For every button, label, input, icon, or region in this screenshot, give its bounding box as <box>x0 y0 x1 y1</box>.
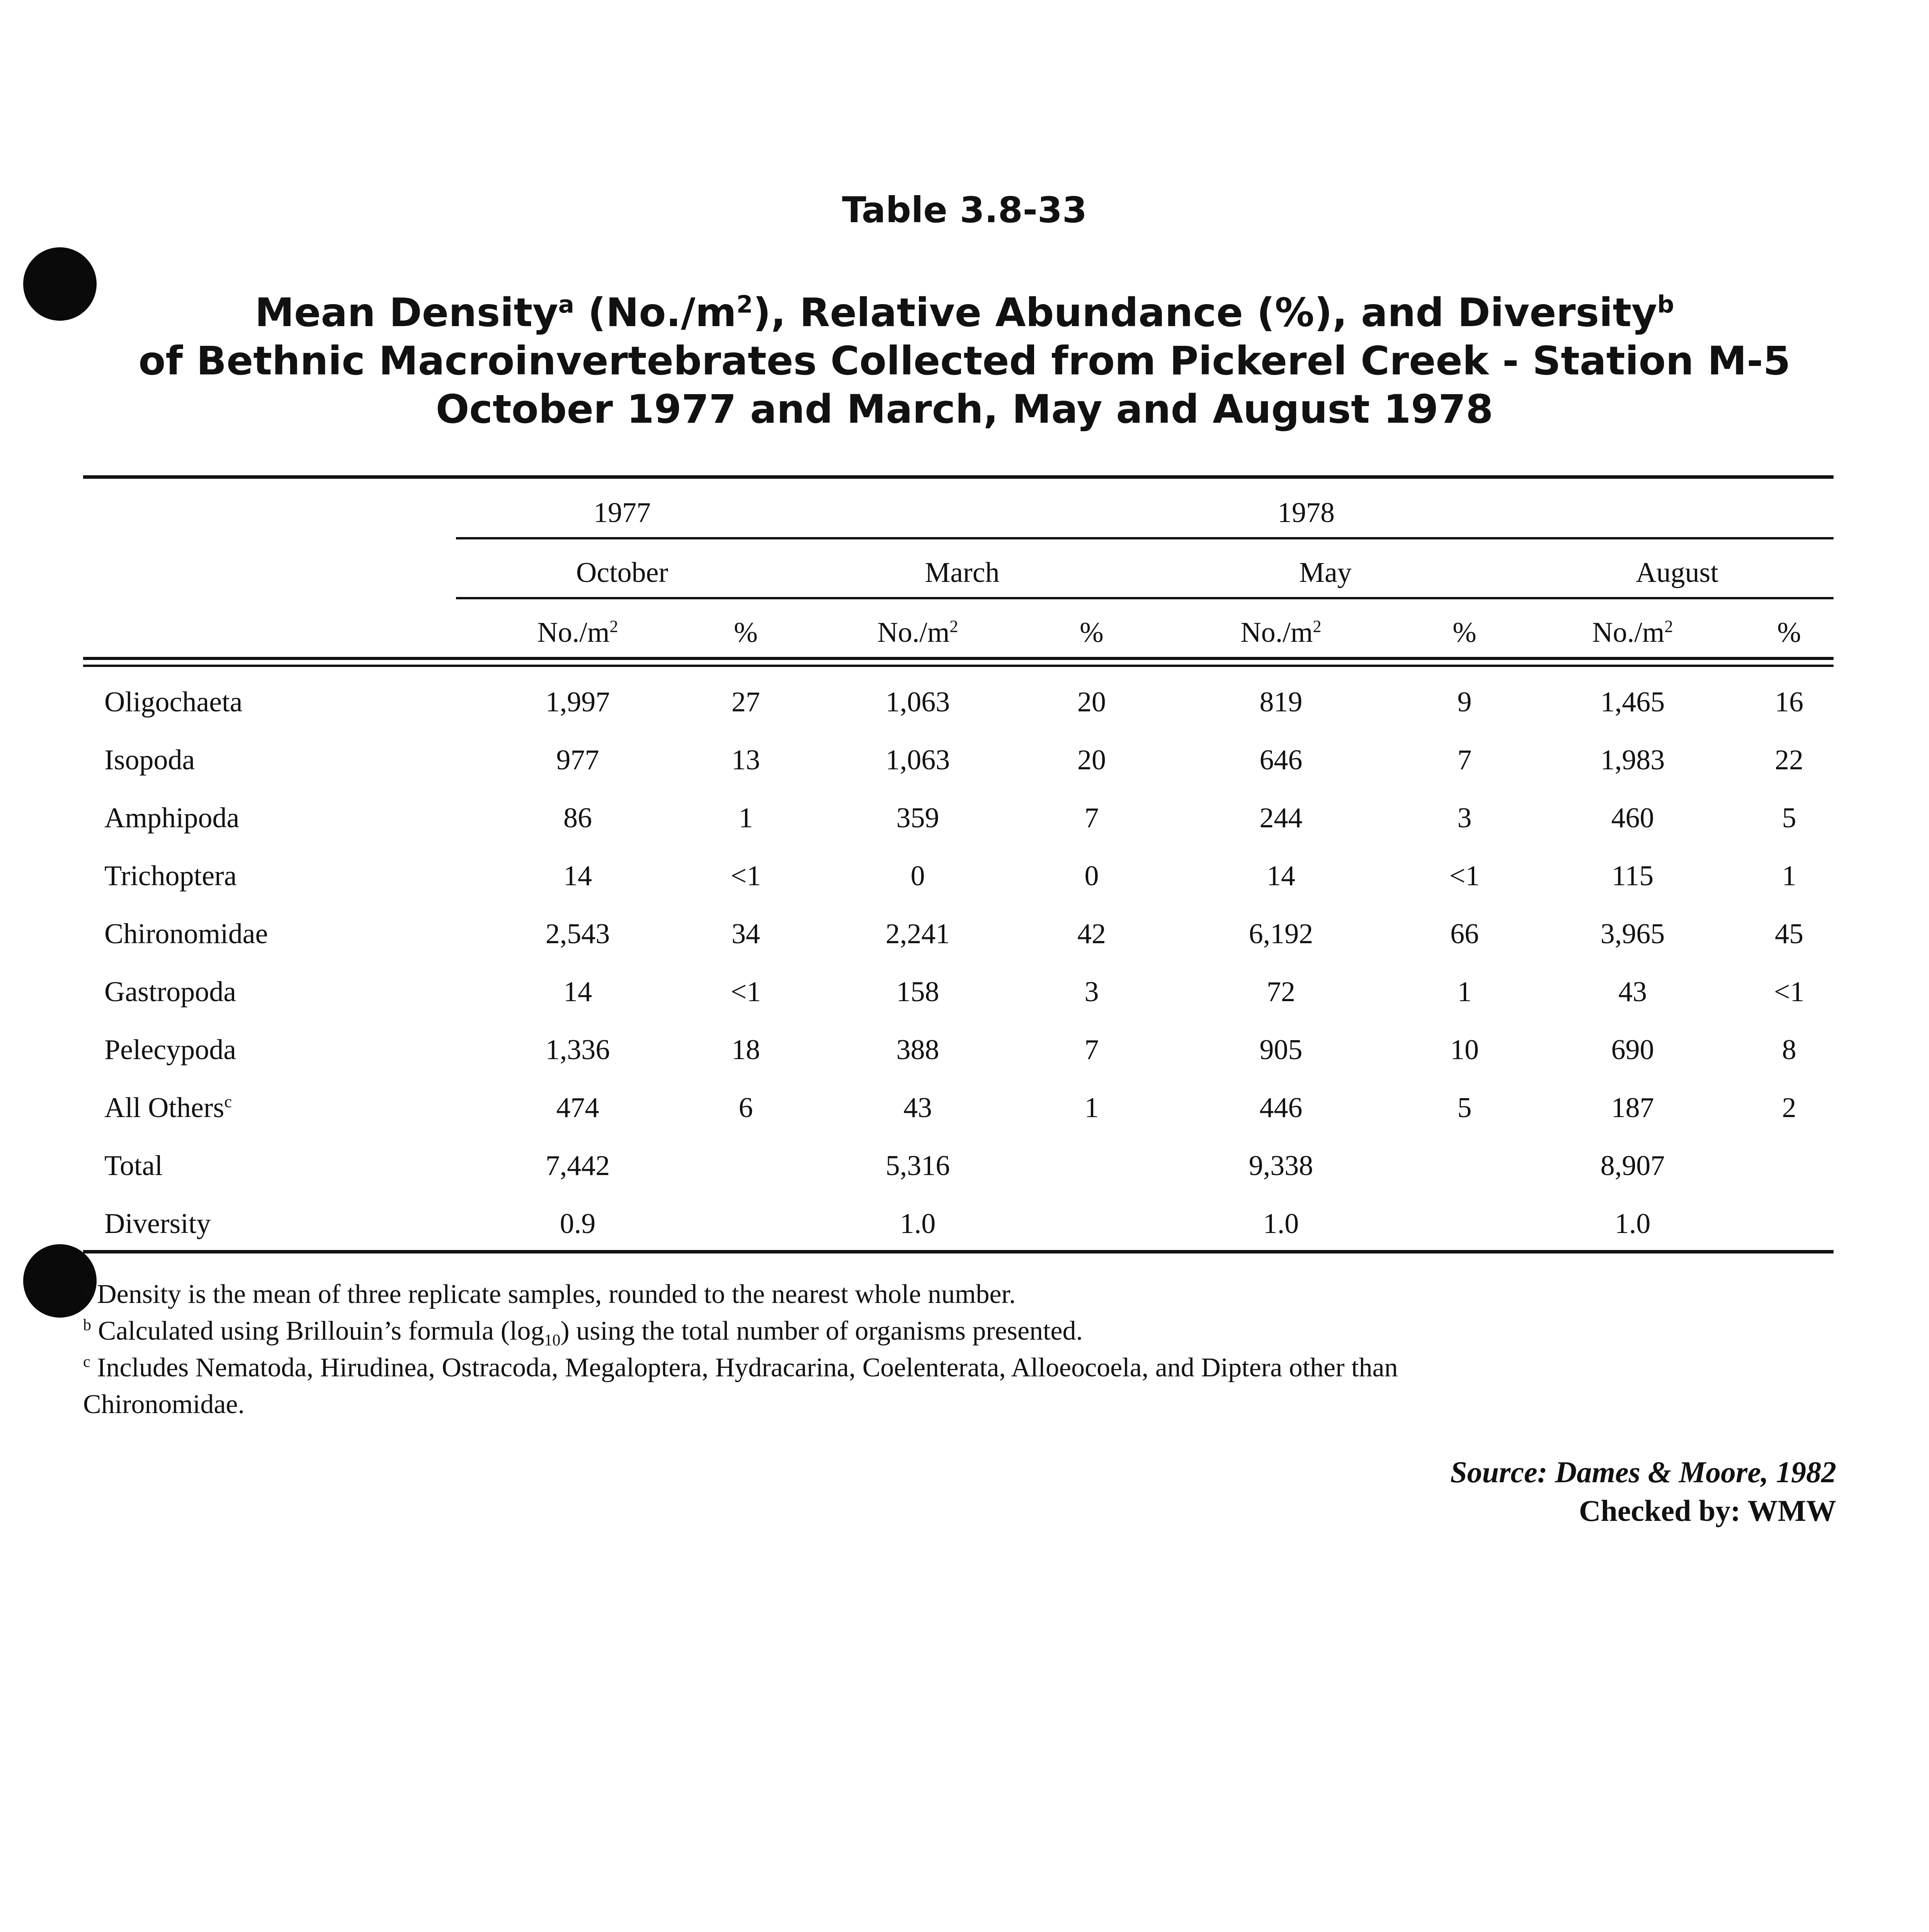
table-cell: 8 <box>1782 1034 1796 1066</box>
table-cell: 1,983 <box>1600 744 1665 776</box>
table-cell: 13 <box>731 744 760 776</box>
table-cell: 187 <box>1611 1092 1654 1124</box>
col-density-march: $No./m^2$ <box>877 616 958 648</box>
table-cell: <1 <box>1774 976 1805 1008</box>
row-label: Trichoptera <box>104 860 237 892</box>
table-cell: 1.0 <box>1614 1208 1651 1240</box>
col-pct-october: % <box>734 617 758 648</box>
table-cell: <1 <box>730 976 761 1008</box>
year-rule <box>456 537 1834 539</box>
row-label: Total <box>104 1150 163 1182</box>
table-cell: 1 <box>1782 860 1796 892</box>
title-line-3: October 1977 and March, May and August 1978 <box>435 386 1494 432</box>
table-cell: 34 <box>731 918 760 950</box>
col-pct-may: % <box>1453 617 1477 648</box>
table-cell: 690 <box>1611 1034 1654 1066</box>
table-cell: 14 <box>563 976 592 1008</box>
table-cell: 42 <box>1077 918 1106 950</box>
table-cell: 388 <box>896 1034 939 1066</box>
table-cell: 7 <box>1084 1034 1099 1066</box>
col-density-may: $No./m^2$ <box>1240 616 1322 648</box>
table-cell: 27 <box>731 686 760 718</box>
table-number: Table 3.8-33 <box>842 189 1087 231</box>
table-cell: 72 <box>1267 976 1295 1008</box>
title-line-2: of Bethnic Macroinvertebrates Collected from Pickerel Creek - Station M-5 <box>138 338 1791 384</box>
month-october: October <box>576 557 669 588</box>
table-cell: 2,543 <box>545 918 610 950</box>
header-bottom-rule-1 <box>83 657 1834 660</box>
footnote-c: $^c$ Includes Nematoda, Hirudinea, Ostracoda, Megaloptera, Hydracarina, Coelenterata, Alloeocoela, and Diptera other than <box>83 1353 1398 1383</box>
row-label: Oligochaeta <box>104 686 243 718</box>
table-cell: 905 <box>1259 1034 1303 1066</box>
year-1977: 1977 <box>594 497 651 529</box>
col-pct-march: % <box>1080 617 1104 648</box>
table-cell: 43 <box>1618 976 1647 1008</box>
checked-by-line: Checked by: WMW <box>1579 1494 1836 1527</box>
table-cell: <1 <box>1449 860 1480 892</box>
table-cell: 7,442 <box>545 1150 610 1182</box>
table-cell: 460 <box>1611 802 1654 834</box>
table-cell: 115 <box>1611 860 1654 892</box>
table-cell: 1,063 <box>885 744 950 776</box>
table-cell: 20 <box>1077 686 1106 718</box>
table-cell: 22 <box>1775 744 1803 776</box>
source-line: Source: Dames & Moore, 1982 <box>1450 1455 1836 1489</box>
row-label: Amphipoda <box>104 802 240 834</box>
table-cell: <1 <box>730 860 761 892</box>
table-cell: 0.9 <box>560 1208 596 1240</box>
table-cell: 14 <box>1267 860 1295 892</box>
table-cell: 158 <box>896 976 939 1008</box>
row-label: All Others$^c$ <box>104 1092 232 1124</box>
table-cell: 2,241 <box>885 918 950 950</box>
col-density-october: $No./m^2$ <box>537 616 618 648</box>
table-cell: 1,997 <box>545 686 610 718</box>
table-cell: 5 <box>1457 1092 1472 1124</box>
table-cell: 6,192 <box>1249 918 1313 950</box>
table-cell: 977 <box>556 744 599 776</box>
table-cell: 6 <box>738 1092 753 1124</box>
table-cell: 9 <box>1457 686 1472 718</box>
table-top-rule <box>83 475 1834 479</box>
footnote-c-cont: Chironomidae. <box>83 1389 245 1419</box>
month-rule <box>456 597 1834 599</box>
table-cell: 18 <box>731 1034 760 1066</box>
month-august: August <box>1636 557 1718 588</box>
row-label: Isopoda <box>104 744 195 776</box>
col-density-august: $No./m^2$ <box>1592 616 1673 648</box>
table-cell: 45 <box>1775 918 1803 950</box>
table-cell: 8,907 <box>1600 1150 1665 1182</box>
table-cell: 446 <box>1259 1092 1303 1124</box>
row-label: Pelecypoda <box>104 1034 236 1066</box>
month-may: May <box>1299 557 1352 588</box>
table-cell: 646 <box>1259 744 1303 776</box>
table-cell: 20 <box>1077 744 1106 776</box>
table-cell: 474 <box>556 1092 599 1124</box>
table-cell: 0 <box>910 860 925 892</box>
header-bottom-rule-2 <box>83 665 1834 667</box>
table-cell: 2 <box>1782 1092 1796 1124</box>
table-cell: 819 <box>1259 686 1303 718</box>
table-cell: 3 <box>1457 802 1472 834</box>
footnote-b: $^b$ Calculated using Brillouin’s formula $(\log_{10})$ using the total number of organisms presented. <box>83 1316 1083 1349</box>
table-cell: 1,465 <box>1600 686 1665 718</box>
table-cell: 16 <box>1775 686 1803 718</box>
table-cell: 1,336 <box>545 1034 610 1066</box>
table-cell: 1 <box>1457 976 1472 1008</box>
col-pct-august: % <box>1777 617 1801 648</box>
table-cell: 7 <box>1457 744 1472 776</box>
table-cell: 14 <box>563 860 592 892</box>
month-march: March <box>925 557 1000 588</box>
table-cell: 7 <box>1084 802 1099 834</box>
table-cell: 1.0 <box>900 1208 936 1240</box>
table-cell: 66 <box>1450 918 1479 950</box>
table-cell: 1,063 <box>885 686 950 718</box>
table-cell: 359 <box>896 802 939 834</box>
row-label: Diversity <box>104 1208 211 1240</box>
table-cell: 3 <box>1084 976 1099 1008</box>
row-label: Gastropoda <box>104 976 236 1008</box>
table-cell: 0 <box>1084 860 1099 892</box>
year-1978: 1978 <box>1277 497 1335 529</box>
table-cell: 244 <box>1259 802 1303 834</box>
table-cell: 1 <box>738 802 753 834</box>
table-cell: 9,338 <box>1249 1150 1313 1182</box>
title-line-1: Mean Density$^a$ $(No./m^2)$, Relative Abundance (%), and Diversity$^b$ <box>255 290 1674 336</box>
table-cell: 3,965 <box>1600 918 1665 950</box>
table-cell: 1.0 <box>1263 1208 1299 1240</box>
row-label: Chironomidae <box>104 918 268 950</box>
table-bottom-rule <box>83 1250 1834 1253</box>
footnote-a: $^a$ Density is the mean of three replicate samples, rounded to the nearest whole number. <box>83 1279 1016 1309</box>
table-cell: 86 <box>563 802 592 834</box>
table-cell: 10 <box>1450 1034 1479 1066</box>
table-cell: 43 <box>903 1092 932 1124</box>
table-cell: 1 <box>1084 1092 1099 1124</box>
table-cell: 5,316 <box>885 1150 950 1182</box>
table-cell: 5 <box>1782 802 1796 834</box>
